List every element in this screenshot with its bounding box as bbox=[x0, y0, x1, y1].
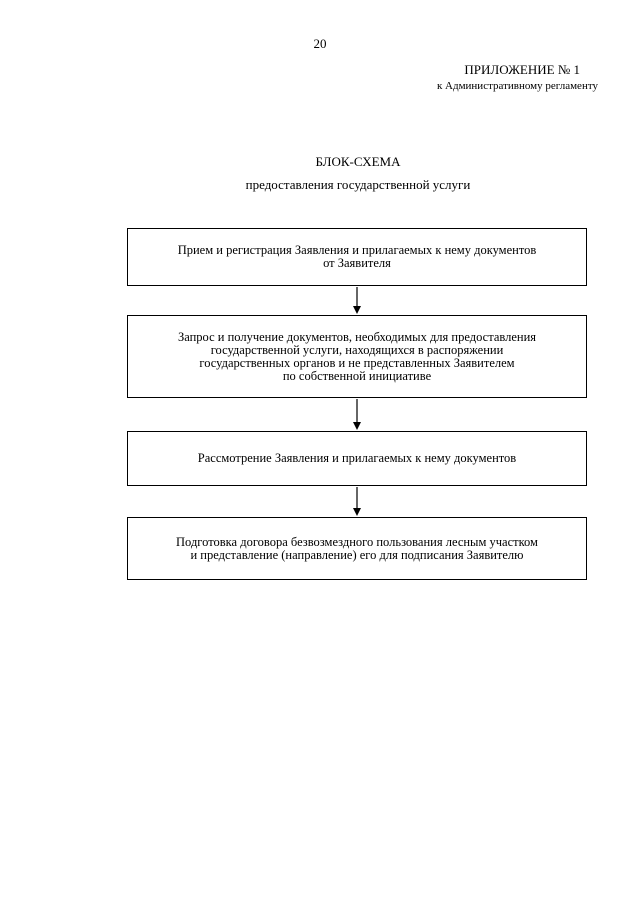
flowchart-step-1 bbox=[127, 228, 587, 286]
flowchart-step-1-text: Прием и регистрация Заявления и прилагаемых к нему документов от Заявителя bbox=[177, 243, 537, 270]
arrow-down-icon bbox=[352, 399, 362, 430]
flowchart-step-4-text: Подготовка договора безвозмездного пользования лесным участком и представление (направление) его для подписания Заявителю bbox=[176, 534, 538, 562]
arrow-down-icon bbox=[352, 287, 362, 314]
page-number: 20 bbox=[313, 36, 327, 51]
flowchart-step-2-text: Запрос и получение документов, необходимых для предоставления государственной услуги, находящихся в распоряжении государственных органов и не представленных Заявителем по собственной инициативе bbox=[177, 329, 537, 383]
flowchart-step-3-text: Рассмотрение Заявления и прилагаемых к нему документов bbox=[197, 451, 517, 465]
flowchart-step-4 bbox=[127, 517, 587, 580]
flowchart-step-3 bbox=[127, 431, 587, 486]
appendix-title: ПРИЛОЖЕНИЕ № 1 bbox=[464, 62, 580, 77]
flowchart-subtitle: предоставления государственной услуги bbox=[245, 177, 471, 192]
flowchart-title: БЛОК-СХЕМА bbox=[315, 154, 401, 169]
arrow-down-icon bbox=[352, 487, 362, 516]
appendix-subtitle: к Административному регламенту bbox=[436, 80, 598, 92]
flowchart-step-2 bbox=[127, 315, 587, 398]
